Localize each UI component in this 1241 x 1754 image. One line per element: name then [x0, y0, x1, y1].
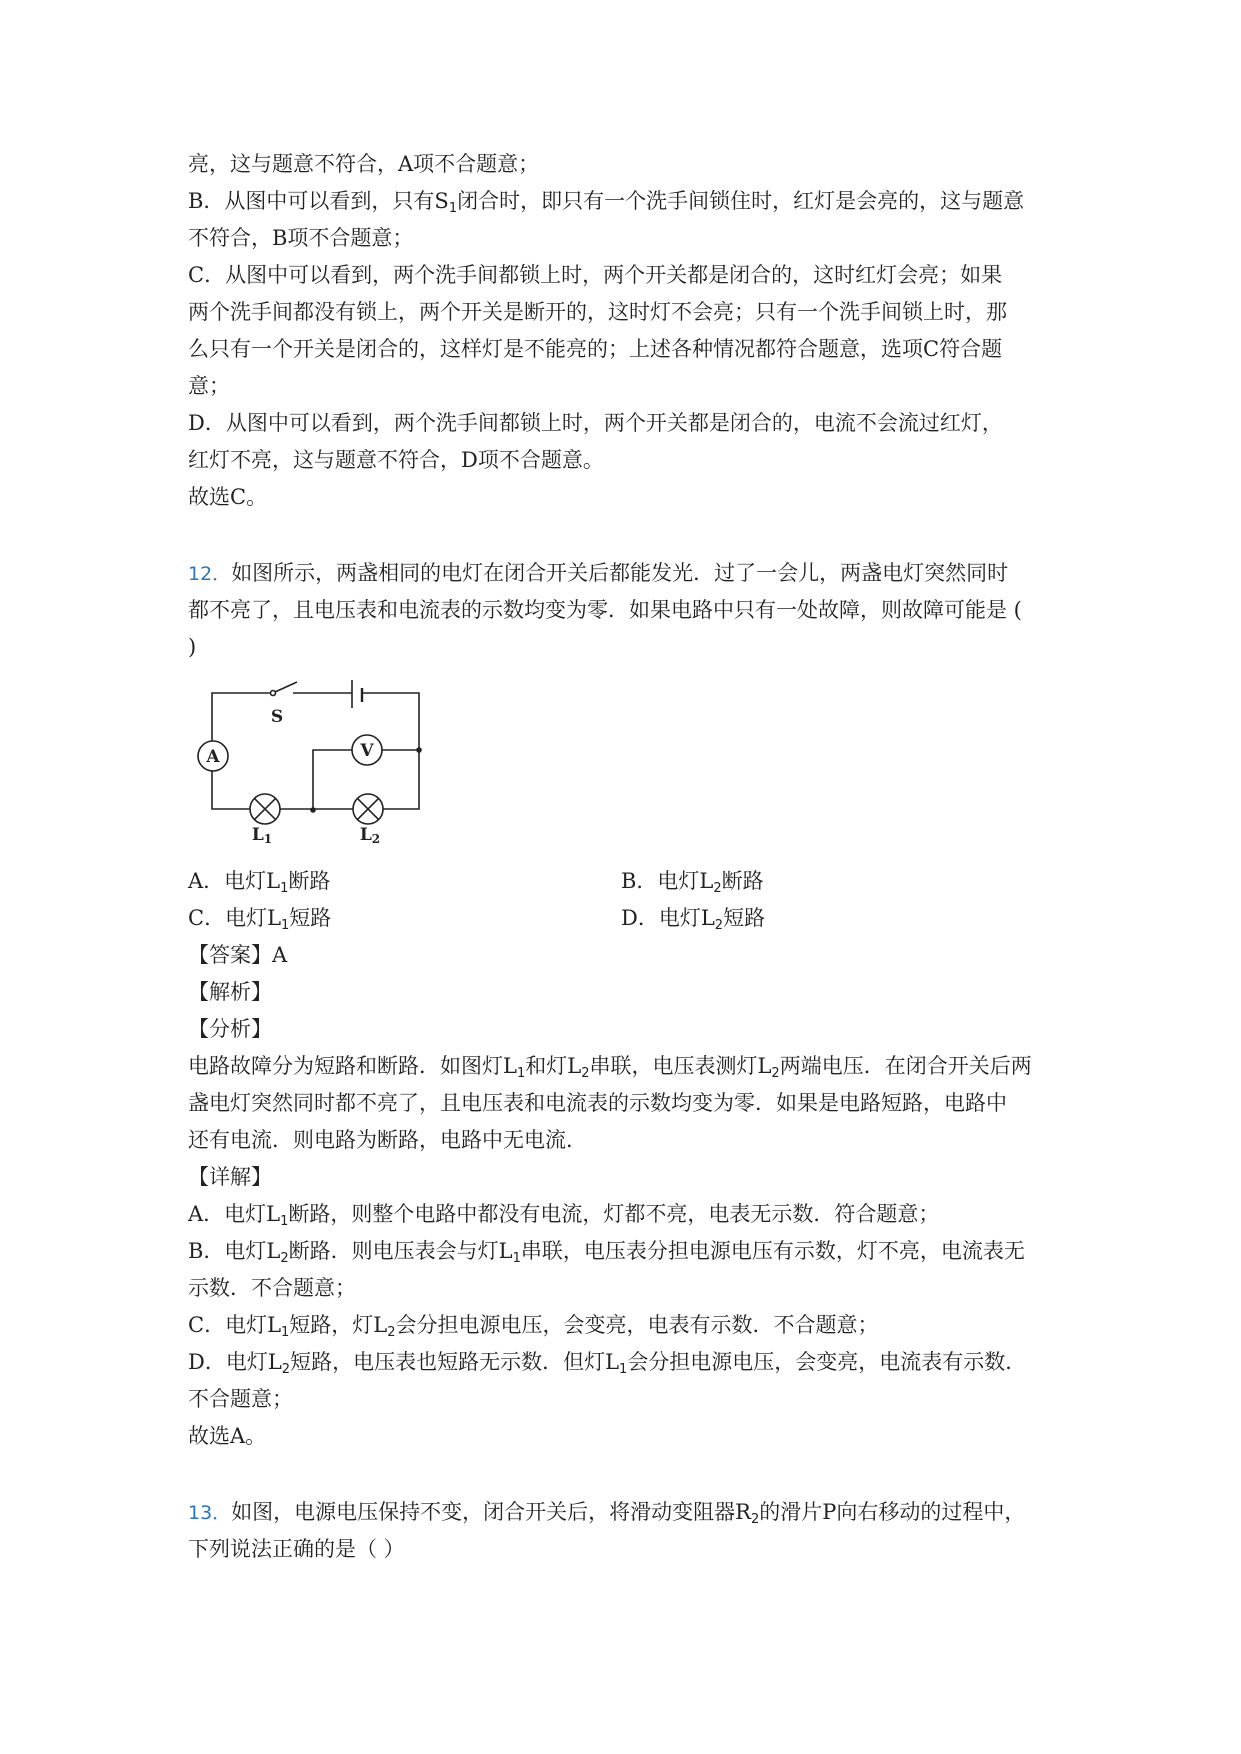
- text-line: [188, 479, 1188, 516]
- text-run: A．电灯L: [188, 1202, 281, 1226]
- subscript: 2: [771, 1066, 780, 1081]
- text-line: [188, 442, 1188, 479]
- text-run: 下列说法正确的是（ ）: [188, 1537, 405, 1561]
- question-number: 13．: [188, 1502, 232, 1524]
- subscript: 2: [581, 1066, 590, 1081]
- switch-pivot: [271, 691, 276, 696]
- subscript: 1: [512, 1251, 521, 1266]
- subscript: 2: [281, 1362, 291, 1377]
- text-line: [188, 592, 1188, 629]
- text-line: [188, 1122, 1188, 1159]
- previous-answer-explanation: [188, 146, 1188, 516]
- junction-dot: [310, 807, 316, 813]
- text-run: 故选A。: [188, 1424, 267, 1448]
- text-run: 会分担电源电压，会变亮，电表有示数．不合题意；: [395, 1313, 879, 1337]
- option-C: [188, 900, 621, 937]
- text-run: 的滑片P向右移动的过程中，: [759, 1500, 1026, 1524]
- option-D: [621, 900, 1054, 937]
- text-run: D．从图中可以看到，两个洗手间都锁上时，两个开关都是闭合的，电流不会流过红灯，: [188, 411, 1003, 435]
- text-line: [188, 220, 1188, 257]
- text-run: 和灯L: [525, 1054, 582, 1078]
- option-row: [188, 863, 1188, 900]
- switch-label: S: [270, 707, 284, 727]
- text-line: [188, 368, 1188, 405]
- question-13-stem: [188, 1494, 1188, 1568]
- text-line: [188, 1048, 1188, 1085]
- lamp-l1-label: L1: [251, 825, 273, 846]
- document-page: [188, 146, 1188, 1568]
- text-run: 短路，电压表也短路无示数．但灯L: [290, 1350, 620, 1374]
- text-line: [188, 1418, 1188, 1455]
- text-run: C．电灯L: [188, 906, 282, 930]
- subscript: 1: [281, 1325, 290, 1340]
- option-B: [621, 863, 1054, 900]
- subscript: 1: [281, 918, 290, 933]
- subscript: 1: [448, 201, 458, 216]
- text-line: [188, 1011, 1188, 1048]
- text-run: 如图所示，两盏相同的电灯在闭合开关后都能发光．过了一会儿，两盏电灯突然同时: [231, 561, 1009, 585]
- text-run: 短路: [723, 906, 766, 930]
- wire: [212, 693, 419, 809]
- ammeter-label: A: [206, 747, 220, 767]
- text-run: A．电灯L: [188, 869, 281, 893]
- text-run: 意；: [188, 374, 230, 398]
- text-line: [188, 1270, 1188, 1307]
- text-run: B．电灯L: [621, 869, 714, 893]
- text-run: 还有电流．则电路为断路，电路中无电流．: [188, 1128, 587, 1152]
- subscript: 1: [516, 1066, 526, 1081]
- text-run: 如图，电源电压保持不变，闭合开关后，将滑动变阻器R: [231, 1500, 751, 1524]
- subscript: 1: [280, 881, 289, 896]
- text-run: 断路: [288, 869, 331, 893]
- text-run: B．从图中可以看到，只有S: [188, 189, 449, 213]
- question-12-stem: [188, 555, 1188, 666]
- text-line: [188, 257, 1188, 294]
- circuit-svg: [180, 670, 440, 860]
- text-line: [188, 183, 1188, 220]
- subscript: 1: [280, 1214, 289, 1229]
- text-run: 串联，电压表测灯L: [589, 1054, 772, 1078]
- text-line: [188, 1381, 1188, 1418]
- option-A: [188, 863, 621, 900]
- text-run: 两端电压．在闭合开关后两: [779, 1054, 1032, 1078]
- text-run: 亮，这与题意不符合，A项不合题意；: [188, 152, 540, 176]
- text-line: [188, 1233, 1188, 1270]
- text-run: D．电灯L: [188, 1350, 282, 1374]
- text-line: [188, 1085, 1188, 1122]
- text-line: [188, 1494, 1188, 1531]
- lamp-l1-icon: [250, 794, 280, 824]
- option-row: [188, 900, 1188, 937]
- text-run: 么只有一个开关是闭合的，这样灯是不能亮的；上述各种情况都符合题意，选项C符合题: [188, 337, 1003, 361]
- question-number: 12．: [188, 563, 232, 585]
- text-run: 闭合时，即只有一个洗手间锁住时，红灯是会亮的，这与题意: [457, 189, 1025, 213]
- text-line: [188, 1344, 1188, 1381]
- text-run: 红灯不亮，这与题意不符合，D项不合题意。: [188, 448, 604, 472]
- question-12: [188, 555, 1188, 1455]
- switch-arm: [275, 682, 297, 692]
- text-line: [188, 629, 1188, 666]
- text-run: 【答案】A: [188, 943, 288, 967]
- junction-dot: [416, 747, 422, 753]
- question-12-solution: [188, 937, 1188, 1455]
- text-run: 不合题意；: [188, 1387, 293, 1411]
- text-run: 两个洗手间都没有锁上，两个开关是断开的，这时灯不会亮；只有一个洗手间锁上时，那: [188, 300, 1007, 324]
- text-line: [188, 1196, 1188, 1233]
- subscript: 2: [714, 918, 724, 933]
- text-run: 短路，灯L: [289, 1313, 388, 1337]
- text-run: 【分析】: [188, 1017, 272, 1041]
- text-run: 【解析】: [188, 980, 272, 1004]
- text-run: 串联，电压表分担电源电压有示数，灯不亮，电流表无: [520, 1239, 1025, 1263]
- voltmeter-label: V: [360, 741, 374, 761]
- text-line: [188, 294, 1188, 331]
- text-run: 短路: [289, 906, 332, 930]
- text-line: [188, 331, 1188, 368]
- text-run: 断路，则整个电路中都没有电流，灯都不亮，电表无示数．符合题意；: [288, 1202, 940, 1226]
- question-12-options: [188, 863, 1188, 937]
- text-run: 断路．则电压表会与灯L: [288, 1239, 513, 1263]
- text-run: B．电灯L: [188, 1239, 281, 1263]
- lamp-l2-icon: [353, 794, 383, 824]
- text-run: ): [188, 635, 197, 659]
- text-line: [188, 555, 1188, 592]
- text-run: 盏电灯突然同时都不亮了，且电压表和电流表的示数均变为零．如果是电路短路，电路中: [188, 1091, 1007, 1115]
- text-line: [188, 937, 1188, 974]
- lamp-l2-label: L2: [359, 825, 381, 846]
- text-line: [188, 974, 1188, 1011]
- subscript: 2: [280, 1251, 289, 1266]
- text-run: D．电灯L: [621, 906, 715, 930]
- text-run: C．从图中可以看到，两个洗手间都锁上时，两个开关都是闭合的，这时红灯会亮；如果: [188, 263, 1003, 287]
- text-line: [188, 146, 1188, 183]
- text-run: 断路: [721, 869, 764, 893]
- subscript: 2: [713, 881, 722, 896]
- text-line: [188, 1531, 1188, 1568]
- text-line: [188, 1307, 1188, 1344]
- subscript: 2: [751, 1512, 760, 1527]
- text-run: C．电灯L: [188, 1313, 282, 1337]
- circuit-diagram: [188, 666, 1188, 863]
- text-run: 故选C。: [188, 485, 268, 509]
- text-run: 电路故障分为短路和断路．如图灯L: [188, 1054, 517, 1078]
- text-run: 不符合，B项不合题意；: [188, 226, 414, 250]
- text-line: [188, 1159, 1188, 1196]
- text-run: 都不亮了，且电压表和电流表的示数均变为零．如果电路中只有一处故障，则故障可能是 (: [188, 598, 1022, 622]
- subscript: 1: [619, 1362, 628, 1377]
- text-run: 示数．不合题意；: [188, 1276, 356, 1300]
- text-run: 【详解】: [188, 1165, 272, 1189]
- text-run: 会分担电源电压，会变亮，电流表有示数．: [627, 1350, 1027, 1374]
- subscript: 2: [387, 1325, 396, 1340]
- text-line: [188, 405, 1188, 442]
